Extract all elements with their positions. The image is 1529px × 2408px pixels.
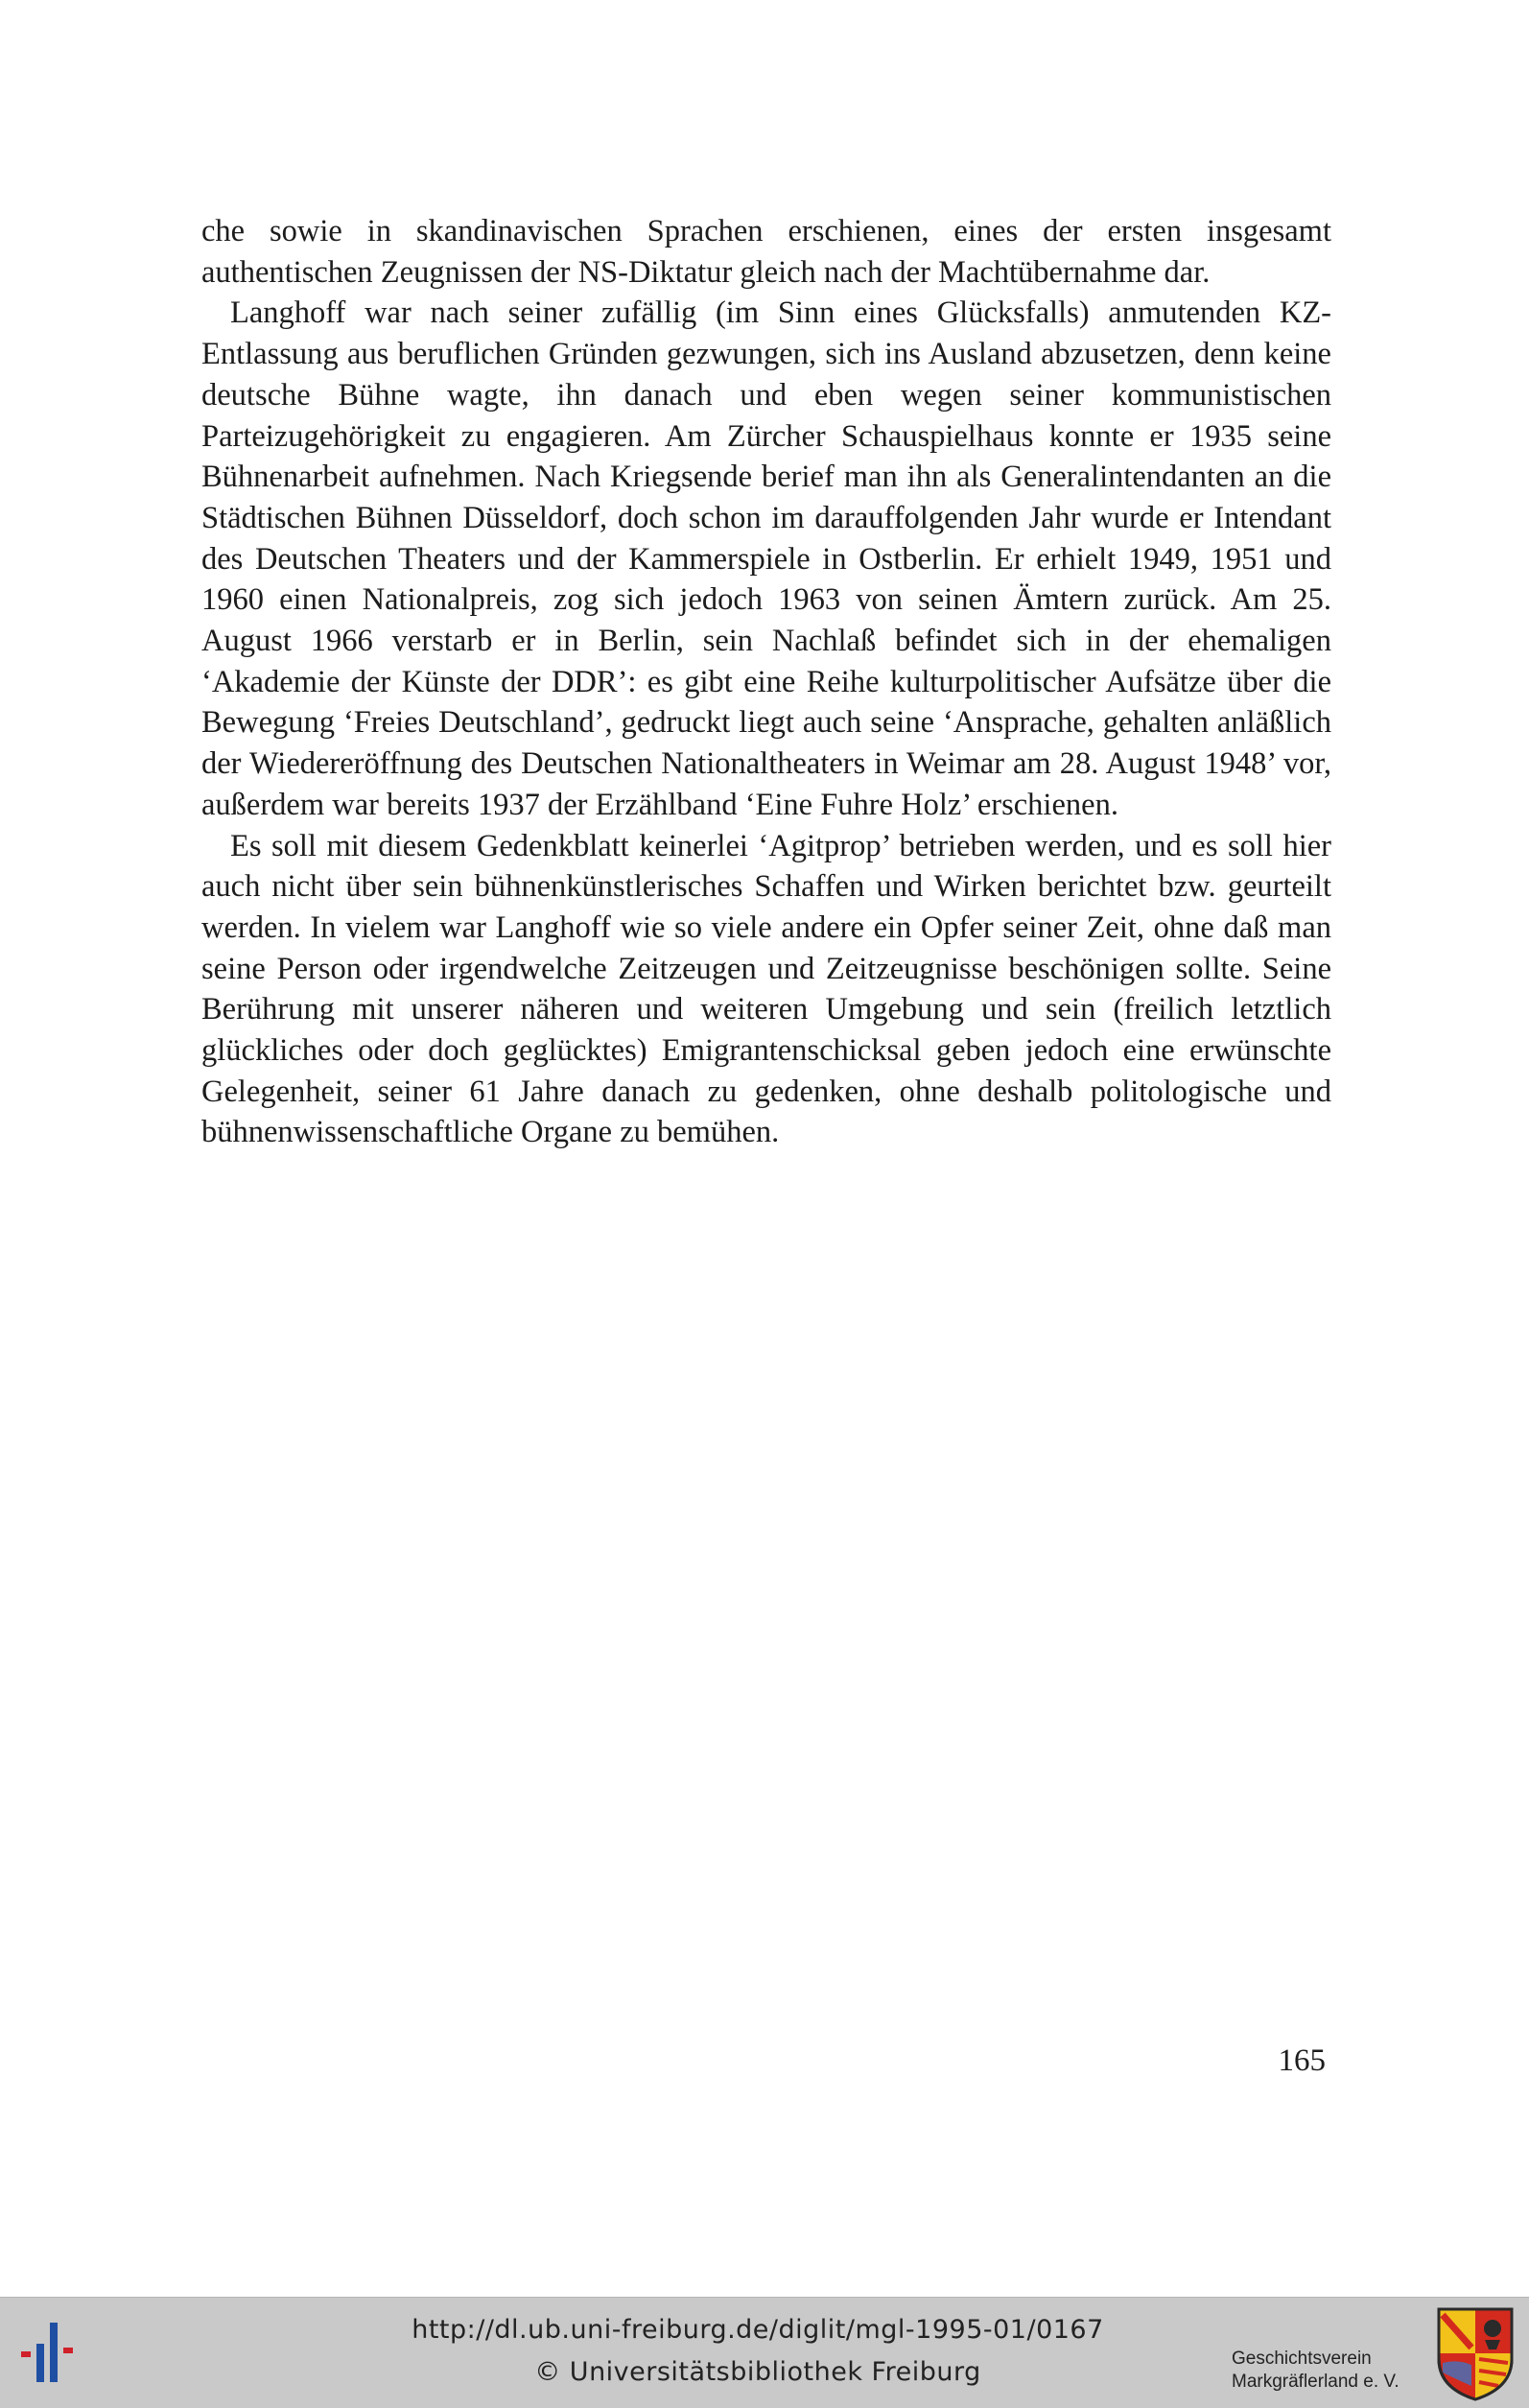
footer-org-name xyxy=(1232,2348,1400,2394)
paragraph-2: Langhoff war nach seiner zufällig (im Sinn eines Glücksfalls) anmutenden KZ-Entlassung aus beruflichen Gründen gezwungen, sich ins Ausland abzusetzen, denn keine deutsche Bühne wagte, ihn danach und eben wegen seiner kommunistischen Parteizugehörigkeit zu engagieren. Am Zürcher Schauspielhaus konnte er 1935 seine Bühnenarbeit aufnehmen. Nach Kriegsende berief man ihn als Generalintendanten an die Städtischen Bühnen Düsseldorf, doch schon im darauffolgenden Jahr wurde er Intendant des Deutschen Theaters und der Kammerspiele in Ostberlin. Er erhielt 1949, 1951 und 1960 einen Nationalpreis, zog sich jedoch 1963 von seinen Ämtern zurück. Am 25. August 1966 verstarb er in Berlin, sein Nachlaß befindet sich in der ehemaligen ‘Akademie der Künste der DDR’: es gibt eine Reihe kulturpolitischer Aufsätze über die Bewegung ‘Freies Deutschland’, gedruckt liegt auch seine ‘Ansprache, gehalten anläßlich der Wiedereröffnung des Deutschen Nationaltheaters in Weimar am 28. August 1948’ vor, außerdem war bereits 1937 der Erzählband ‘Eine Fuhre Holz’ erschienen. xyxy=(201,295,1331,822)
paragraph-1: che sowie in skandinavischen Sprachen erschienen, eines der ersten insgesamt authentischen Zeugnissen der NS-Diktatur gleich nach der Machtübernahme dar. xyxy=(201,214,1331,290)
ub-freiburg-logo-icon[interactable] xyxy=(19,2319,98,2388)
paragraph-3: Es soll mit diesem Gedenkblatt keinerlei ‘Agitprop’ betrieben werden, und es soll hier auch nicht über sein bühnenkünstlerisches Schaffen und Wirken berichtet bzw. geurteilt werden. In vielem war Langhoff wie so viele andere ein Opfer seiner Zeit, ohne daß man seine Person oder irgendwelche Zeitzeugen und Zeitzeugnisse beschönigen sollte. Seine Berührung mit unserer näheren und weiteren Umgebung und sein (freilich letztlich glückliches oder doch geglücktes) Emigrantenschicksal geben jedoch eine erwünschte Gelegenheit, seiner 61 Jahre danach zu gedenken, ohne deshalb politologische und bühnenwissenschaftliche Organe zu bemühen. xyxy=(201,828,1331,1150)
footer-bar xyxy=(0,2297,1529,2408)
footer-url-link[interactable]: http://dl.ub.uni-freiburg.de/diglit/mgl-1995-01/0167 xyxy=(412,2315,1104,2345)
coat-of-arms-icon xyxy=(1435,2305,1516,2401)
footer-org-line2: Markgräflerland e. V. xyxy=(1232,2372,1400,2392)
body-text xyxy=(201,211,1331,1153)
footer-copyright: © Universitätsbibliothek Freiburg xyxy=(534,2357,981,2387)
footer-center xyxy=(345,2309,1170,2394)
footer-org-line1: Geschichtsverein xyxy=(1232,2349,1372,2369)
page-number: 165 xyxy=(1278,2043,1326,2078)
